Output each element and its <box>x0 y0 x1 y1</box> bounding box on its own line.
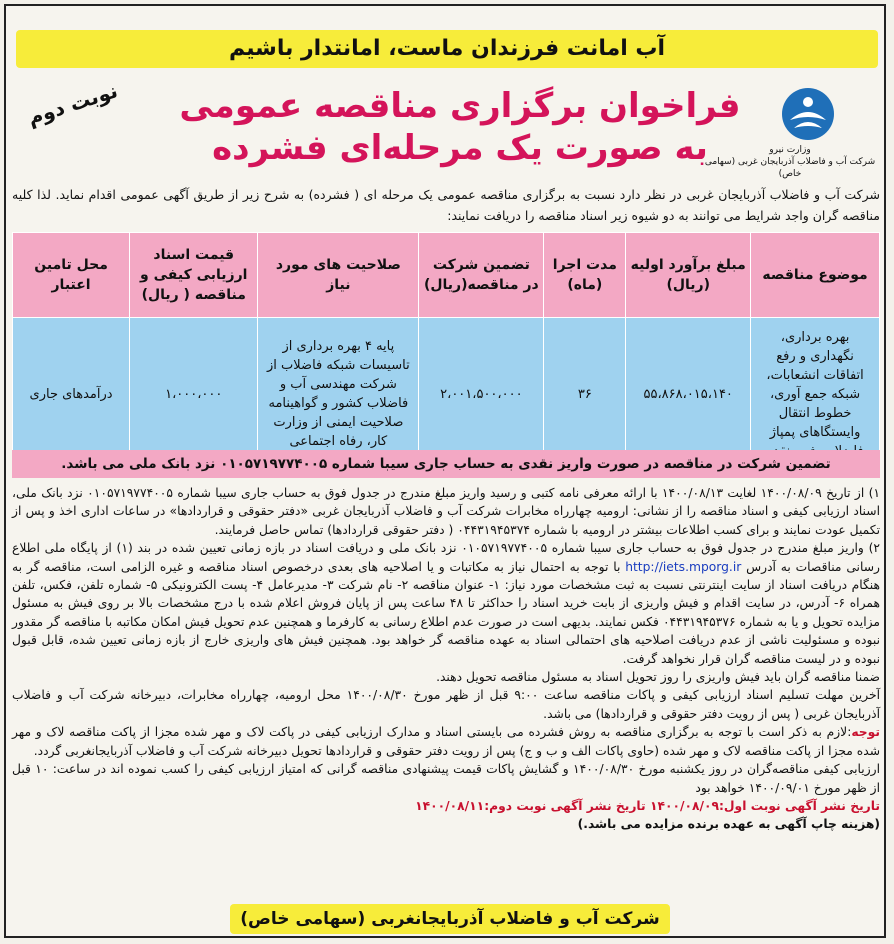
note-label: توجه <box>851 725 880 740</box>
title-line-1: فراخوان برگزاری مناقصه عمومی <box>179 86 741 126</box>
note-text: :لازم به ذکر است با توجه به برگزاری مناقصه به روش فشرده می بایستی اسناد و مدارک ارزیابی کیفی در پاکت لاک و مهر شده مجزا از پاکت مناقصه لاک و مهر شده مجزا از پاکت مناقصه لاک و مهر شده (حاوی پاکات الف و ب و ج) پس از رویت دفتر حقوقی و قراردادها تحویل دبیرخانه شرکت آب و فاضلاب آذربایجانغربی گردد. <box>12 725 880 758</box>
cell-qualifications: پایه ۴ بهره برداری از تاسیسات شبکه فاضلاب از شرکت مهندسی آب و فاضلاب کشور و گواهینامه صلاحیت ایمنی از وزارت کار، رفاه اجتماعی <box>258 318 419 471</box>
paragraph-4: آخرین مهلت تسلیم اسناد ارزیابی کیفی و پاکات مناقصه ساعت ۹:۰۰ قبل از ظهر مورخ ۱۴۰۰/۰۸/۳۰ محل ارومیه، چهارراه مخابرات، دبیرخانه شرکت آب و فاضلاب آذربایجان غربی ( پس از رویت دفتر حقوقی و قراردادها) می باشد. <box>12 688 880 721</box>
cell-document-price: ۱،۰۰۰،۰۰۰ <box>130 318 258 471</box>
paragraph-2 <box>12 539 880 668</box>
guarantee-note: تضمین شرکت در مناقصه در صورت واریز نقدی به حساب جاری سیبا شماره ۰۱۰۵۷۱۹۷۷۴۰۰۵ نزد بانک ملی می باشد. <box>12 450 880 478</box>
paragraph-6: ارزیابی کیفی مناقصه‌گران در روز یکشنبه مورخ ۱۴۰۰/۰۸/۳۰ و گشایش پاکات قیمت پیشنهادی مناقصه گرانی که امتیاز ارزیابی کیفی را کسب نموده اند در ساعت: ۱۰ قبل از ظهر مورخ ۱۴۰۰/۰۹/۰۱ خواهد بود <box>12 762 881 795</box>
header-subject: موضوع مناقصه <box>751 233 880 318</box>
logo-caption <box>700 144 880 180</box>
body-text <box>12 484 880 834</box>
paragraph-2-b: با توجه به احتمال نیاز به مکاتبات و یا اصلاحیه های بعدی درخصوص اسناد مناقصه و غیره الزامی است، مناقصه گر به هنگام دریافت اسناد از سایت اینترنتی نسبت به ثبت مشخصات مورد نیاز: ۱- عنوان مناقصه ۲- نام شرکت ۳- مدیرعامل ۴- پست الکترونیکی ۵- شماره تلفن، فکس، تلفن همراه ۶- آدرس، در سایت اقدام و فیش واریزی از بابت خرید اسناد را حداکثر تا ۴۸ ساعت پس از پایان فروش اعلام شده با درج مشخصات بالا بر روی فیش به مسئول مزایده تحویل و یا به شماره ۰۴۴۳۱۹۴۵۳۷۶ فکس نمایند. بدیهی است در صورت عدم اطلاع رسانی به کارفرما و همچنین عدم تحویل فیش امکان مکاتبه با مناقصه گر مقدور نبوده و مسئولیت ناشی از عدم دریافت اصلاحیه های احتمالی اسناد به عهده مناقصه گر خواهد بود. همچنین فیش های واریزی خارج از بازه زمانی تعیین شده، قابل قبول نبوده و در لیست مناقصه گران قرار نخواهد گرفت. <box>12 559 881 666</box>
cost-note: (هزینه چاپ آگهی به عهده برنده مزایده می باشد.) <box>577 817 880 832</box>
ministry-name: وزارت نیرو <box>769 145 811 155</box>
company-name-small: شرکت آب و فاضلاب آذربایجان غربی (سهامی خاص) <box>704 157 876 179</box>
cell-guarantee: ۲،۰۰۱،۵۰۰،۰۰۰ <box>419 318 544 471</box>
header-guarantee: تضمین شرکت در مناقصه(ریال) <box>419 233 544 318</box>
round-label: نوبت دوم <box>24 78 121 130</box>
paragraph-1: ۱) از تاریخ ۱۴۰۰/۰۸/۰۹ لغایت ۱۴۰۰/۰۸/۱۳ با ارائه معرفی نامه کتبی و رسید واریز مبلغ مندرج در جدول فوق به حساب جاری سیبا شماره ۰۱۰۵۷۱۹۷۷۴۰۰۵ نزد بانک ملی، اسناد ارزیابی کیفی و اسناد مناقصه را از نشانی: ارومیه چهارراه مخابرات شرکت آب و فاضلاب آذربایجان غربی «دفتر حقوقی و قراردادها» در ساعات اداری اخذ و پس از تکمیل عودت نمایند و برای کسب اطلاعات بیشتر در ارومیه با شماره ۰۴۴۳۱۹۴۵۳۷۴ ( دفتر حقوقی قراردادها) تماس حاصل فرمایند. <box>12 486 880 537</box>
table-row <box>13 318 880 471</box>
publication-dates: تاریخ نشر آگهی نوبت اول:۱۴۰۰/۰۸/۰۹ تاریخ نشر آگهی نوبت دوم:۱۴۰۰/۰۸/۱۱ <box>415 798 880 813</box>
header-funding: محل تامین اعتبار <box>13 233 130 318</box>
tender-table <box>12 232 880 471</box>
intro-paragraph: شرکت آب و فاضلاب آذربایجان غربی در نظر دارد نسبت به برگزاری مناقصه عمومی یک مرحله ای ( فشرده) به شرح زیر از طریق آگهی عمومی اقدام نماید. لذا کلیه مناقصه گران واجد شرایط می توانند به دو شیوه زیر اسناد مناقصه را دریافت نمایند: <box>12 187 880 223</box>
paragraph-5 <box>12 723 880 760</box>
cell-funding: درآمدهای جاری <box>13 318 130 471</box>
paragraph-2-a: ۲) واریز مبلغ مندرج در جدول فوق به حساب جاری سیبا شماره ۰۱۰۵۷۱۹۷۷۴۰۰۵ نزد بانک ملی و دریافت اسناد در بازه زمانی تعیین شده در بند (۱) از پایگاه ملی اطلاع رسانی مناقصات به آدرس <box>12 541 880 574</box>
header-qualifications: صلاحیت های مورد نیاز <box>258 233 419 318</box>
water-drop-logo-icon <box>780 86 836 142</box>
table-header-row <box>13 233 880 318</box>
footer-company: شرکت آب و فاضلاب آذربایجانغربی (سهامی خاص) <box>230 904 670 934</box>
title-line-2: به صورت یک مرحله‌ای فشرده <box>212 128 708 168</box>
header-estimate: مبلغ برآورد اولیه (ریال) <box>626 233 751 318</box>
motto: آب امانت فرزندان ماست، امانتدار باشیم <box>228 36 666 61</box>
cell-duration: ۳۶ <box>544 318 626 471</box>
header-duration: مدت اجرا (ماه) <box>544 233 626 318</box>
tender-site-link[interactable]: http://iets.mporg.ir <box>625 559 742 574</box>
cell-subject: بهره برداری، نگهداری و رفع اتفاقات انشعابات، شبکه جمع آوری، خطوط انتقال وایستگاهای پمپاژ <box>751 318 880 471</box>
cell-estimate: ۵۵،۸۶۸،۰۱۵،۱۴۰ <box>626 318 751 471</box>
paragraph-3: ضمنا مناقصه گران باید فیش واریزی را روز تحویل اسناد به مسئول مناقصه تحویل دهند. <box>436 670 880 685</box>
header-document-price: قیمت اسناد ارزیابی کیفی و مناقصه ( ریال) <box>130 233 258 318</box>
